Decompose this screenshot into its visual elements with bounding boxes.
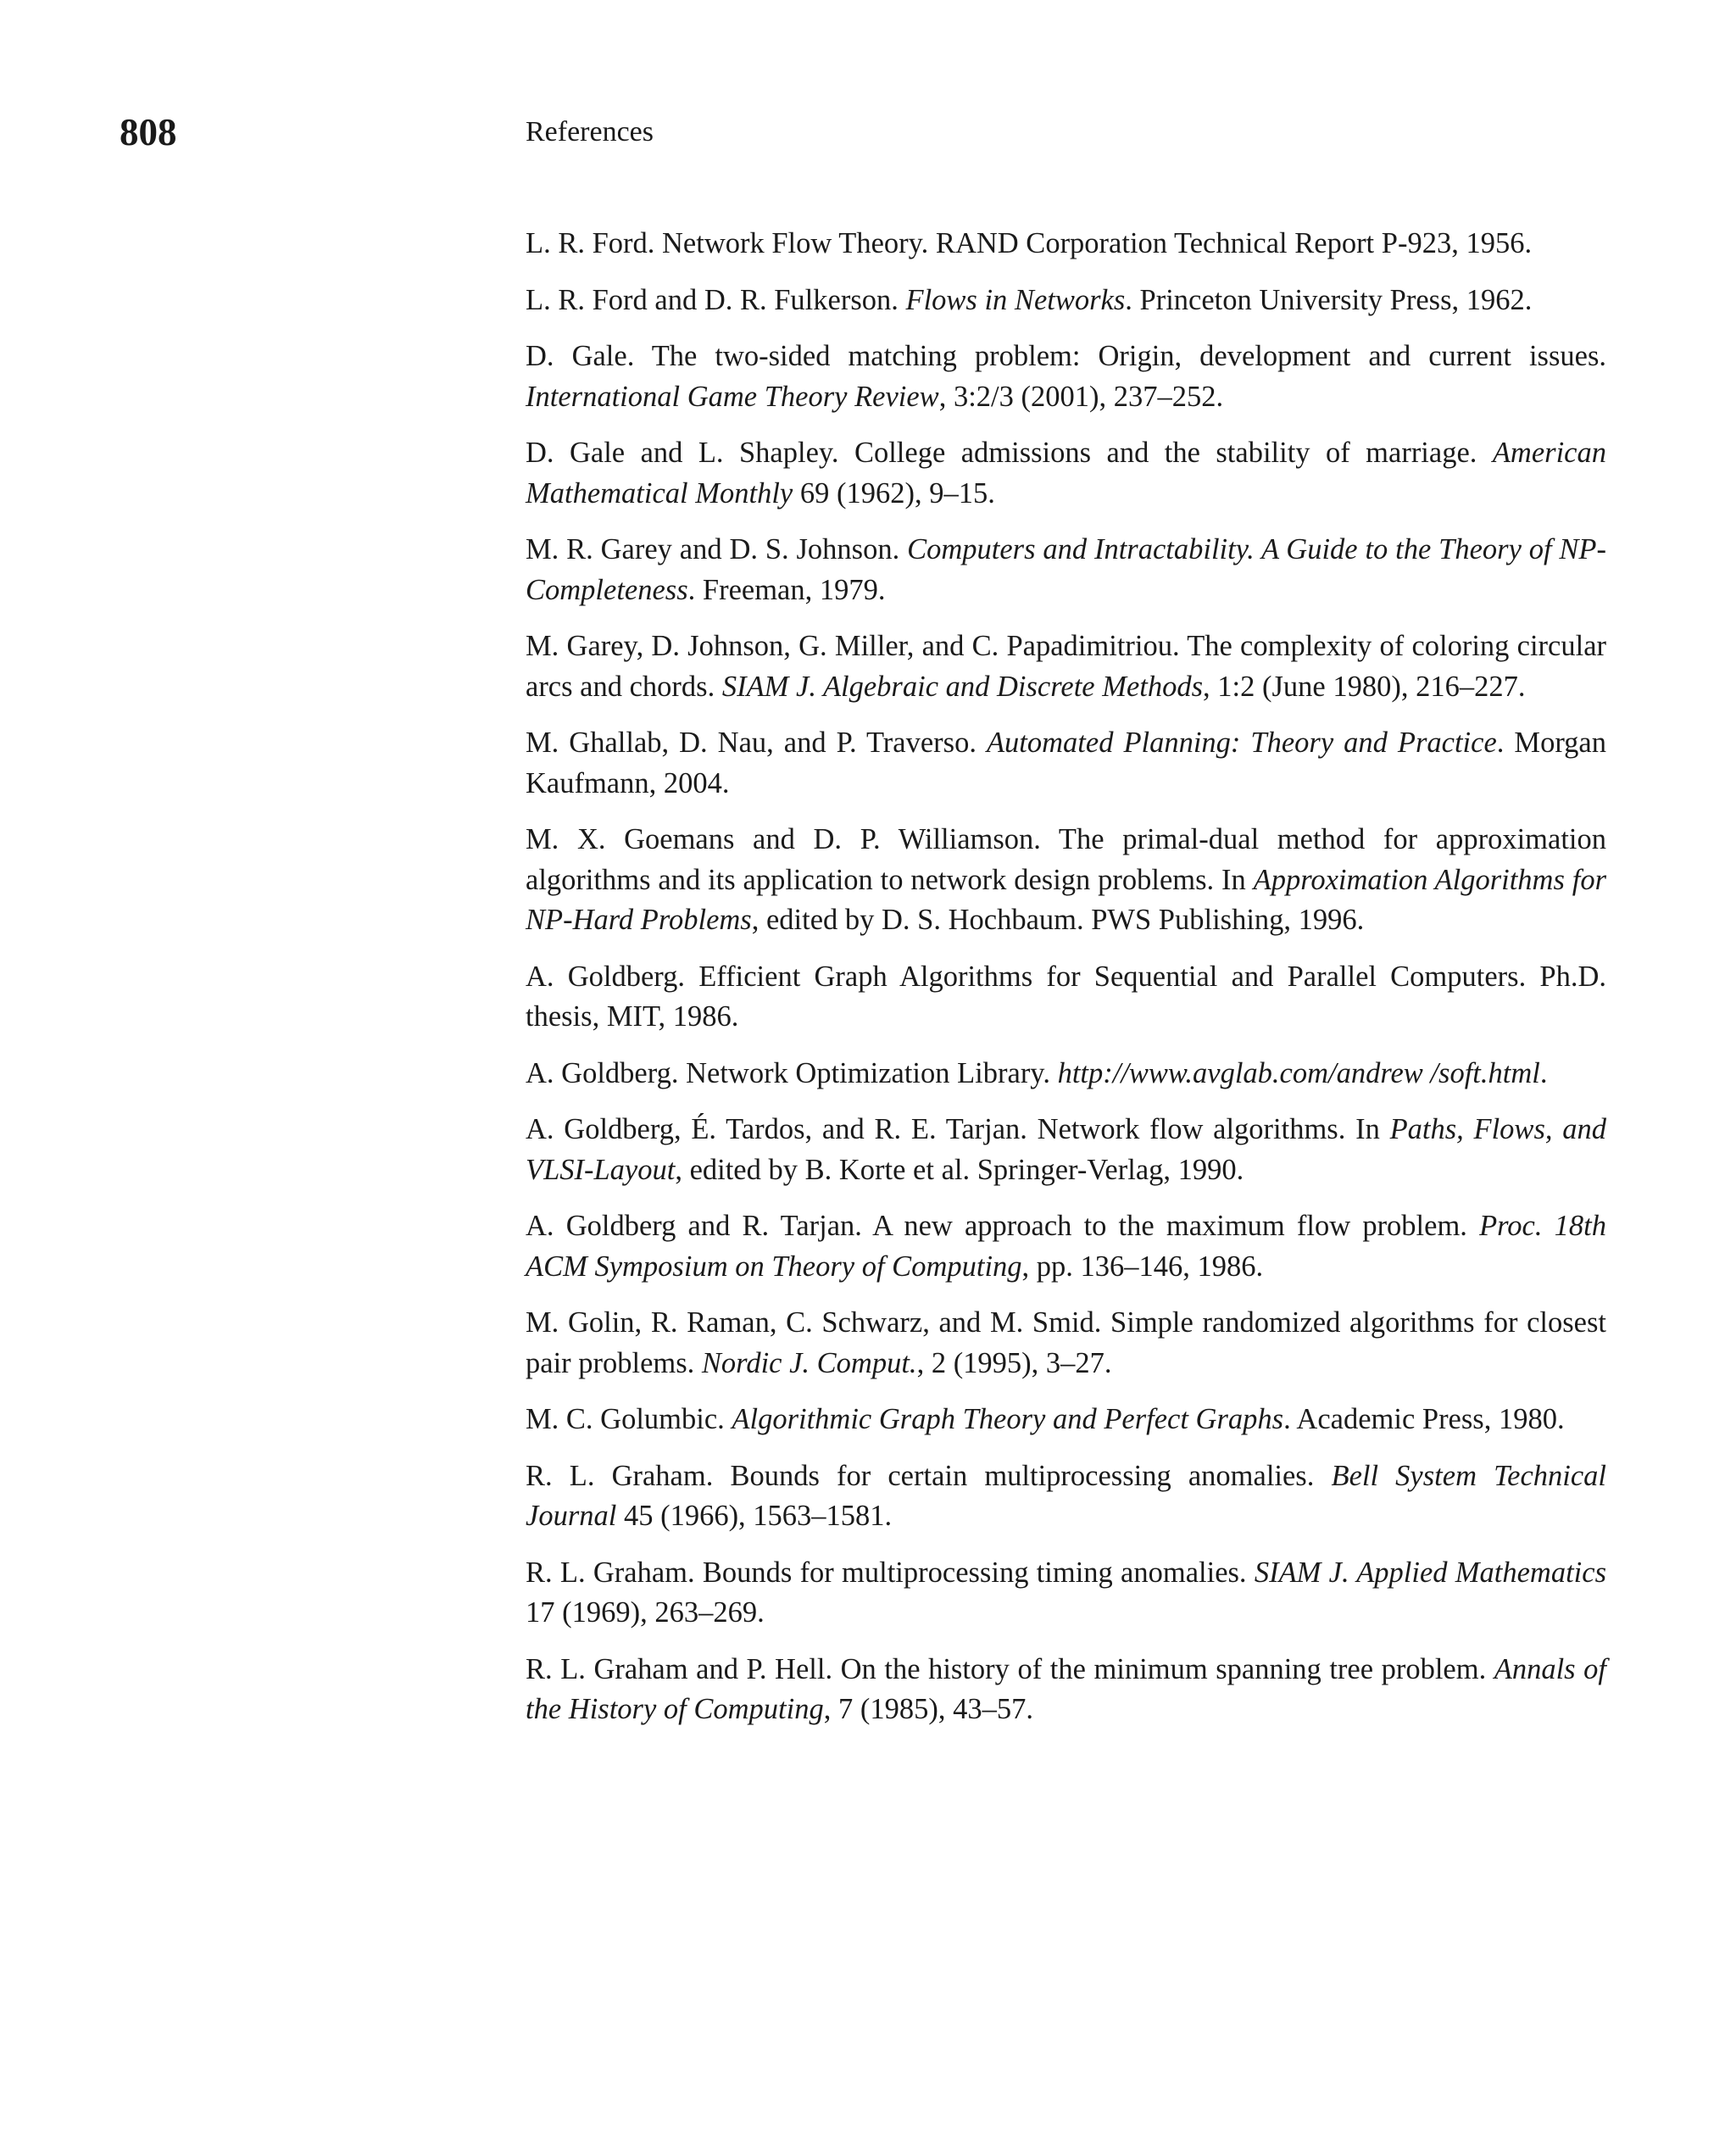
reference-italic-text: Annals of the History of Computing: [526, 1652, 1606, 1725]
reference-text: L. R. Ford and D. R. Fulkerson.: [526, 283, 906, 316]
reference-text: , edited by D. S. Hochbaum. PWS Publishing, 1996.: [751, 904, 1365, 936]
reference-entry: [526, 1054, 1606, 1094]
reference-text: A. Goldberg. Efficient Graph Algorithms for Sequential and Parallel Computers. Ph.D. thesis, MIT, 1986.: [526, 960, 1606, 1033]
reference-text: M. R. Garey and D. S. Johnson.: [526, 533, 908, 565]
reference-text: D. Gale. The two-sided matching problem: Origin, development and current issues.: [526, 340, 1606, 372]
reference-italic-text: Bell System Technical Journal: [526, 1459, 1606, 1532]
reference-text: R. L. Graham. Bounds for certain multiprocessing anomalies.: [526, 1459, 1332, 1492]
reference-entry: [526, 1110, 1606, 1190]
reference-italic-text: Paths, Flows, and VLSI-Layout: [526, 1113, 1606, 1186]
reference-text: . Freeman, 1979.: [687, 573, 886, 606]
reference-entry: [526, 723, 1606, 804]
reference-entry: [526, 337, 1606, 417]
reference-italic-text: SIAM J. Algebraic and Discrete Methods: [721, 670, 1204, 703]
reference-italic-text: Nordic J. Comput.: [701, 1346, 917, 1379]
reference-text: 69 (1962), 9–15.: [793, 476, 995, 510]
reference-text: M. Ghallab, D. Nau, and P. Traverso.: [526, 727, 987, 759]
reference-text: M. X. Goemans and D. P. Williamson. The primal-dual method for approximation algorithms and its application to network design problems. In: [526, 823, 1606, 896]
reference-italic-text: http://www.avglab.com/andrew /soft.html: [1057, 1056, 1540, 1089]
reference-italic-text: SIAM J. Applied Mathematics: [1254, 1556, 1607, 1589]
reference-entry: [526, 1400, 1606, 1440]
reference-text: M. C. Golumbic.: [526, 1403, 732, 1435]
reference-entry: [526, 957, 1606, 1038]
reference-italic-text: American Mathematical Monthly: [526, 437, 1606, 510]
reference-entry: [526, 1553, 1606, 1634]
reference-text: R. L. Graham. Bounds for multiprocessing timing anomalies.: [526, 1556, 1255, 1589]
reference-text: . Academic Press, 1980.: [1283, 1403, 1565, 1435]
reference-entry: [526, 1650, 1606, 1730]
reference-entry: [526, 433, 1606, 514]
reference-italic-text: Computers and Intractability. A Guide to the Theory of NP-Completeness: [526, 533, 1606, 606]
page-number: 808: [120, 111, 177, 153]
reference-text: , 2 (1995), 3–27.: [916, 1346, 1112, 1379]
reference-text: 45 (1966), 1563–1581.: [616, 1500, 893, 1532]
reference-entry: [526, 626, 1606, 707]
reference-italic-text: Algorithmic Graph Theory and Perfect Graphs: [732, 1403, 1284, 1435]
reference-italic-text: Proc. 18th ACM Symposium on Theory of Computing: [526, 1210, 1606, 1283]
reference-text: D. Gale and L. Shapley. College admissions and the stability of marriage.: [526, 437, 1493, 469]
reference-text: 17 (1969), 263–269.: [526, 1596, 765, 1629]
reference-text: M. Garey, D. Johnson, G. Miller, and C. Papadimitriou. The complexity of coloring circular arcs and chords.: [526, 630, 1606, 703]
reference-text: , 3:2/3 (2001), 237–252.: [938, 380, 1224, 413]
reference-entry: [526, 820, 1606, 941]
reference-italic-text: International Game Theory Review: [526, 380, 939, 413]
reference-text: M. Golin, R. Raman, C. Schwarz, and M. Smid. Simple randomized algorithms for closest pair problems.: [526, 1306, 1606, 1379]
reference-text: R. L. Graham and P. Hell. On the history of the minimum spanning tree problem.: [526, 1652, 1494, 1685]
reference-entry: [526, 224, 1606, 265]
reference-text: , 7 (1985), 43–57.: [823, 1693, 1033, 1725]
running-head: References: [526, 116, 654, 148]
reference-entry: [526, 281, 1606, 321]
reference-italic-text: Flows in Networks: [905, 283, 1126, 316]
reference-entry: [526, 1456, 1606, 1537]
reference-text: .: [1539, 1056, 1548, 1089]
reference-text: A. Goldberg, É. Tardos, and R. E. Tarjan. Network flow algorithms. In: [526, 1113, 1390, 1145]
reference-text: A. Goldberg. Network Optimization Library.: [526, 1056, 1058, 1089]
reference-text: . Princeton University Press, 1962.: [1125, 283, 1533, 316]
reference-italic-text: Automated Planning: Theory and Practice: [986, 727, 1497, 759]
reference-text: , 1:2 (June 1980), 216–227.: [1203, 670, 1526, 703]
reference-list: [526, 224, 1606, 1746]
reference-italic-text: Approximation Algorithms for NP-Hard Problems: [526, 863, 1607, 936]
reference-text: . Morgan Kaufmann, 2004.: [526, 727, 1606, 799]
reference-text: L. R. Ford. Network Flow Theory. RAND Corporation Technical Report P-923, 1956.: [526, 227, 1533, 259]
reference-entry: [526, 1303, 1606, 1384]
reference-text: , pp. 136–146, 1986.: [1021, 1250, 1264, 1283]
reference-text: , edited by B. Korte et al. Springer-Verlag, 1990.: [675, 1153, 1244, 1186]
reference-text: A. Goldberg and R. Tarjan. A new approach to the maximum flow problem.: [526, 1210, 1480, 1242]
reference-entry: [526, 530, 1606, 610]
reference-entry: [526, 1206, 1606, 1287]
